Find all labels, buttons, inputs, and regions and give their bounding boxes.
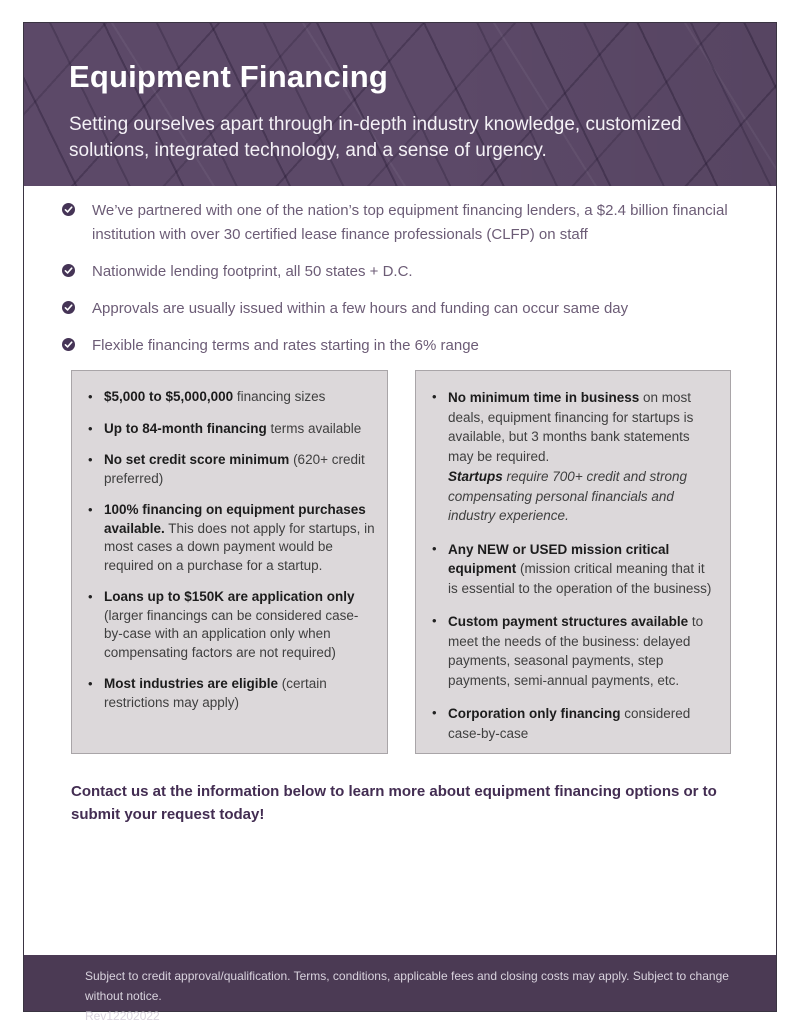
check-circle-icon <box>62 301 75 314</box>
flyer-frame <box>23 22 777 1023</box>
list-item <box>88 501 375 575</box>
list-item-text: Any NEW or USED mission critical equipment (mission critical meaning that it is essential to the operation of the business) <box>448 541 712 596</box>
list-item-text: Most industries are eligible (certain restrictions may apply) <box>104 676 327 710</box>
list-item <box>432 704 718 743</box>
list-item-text: Flexible financing terms and rates starting in the 6% range <box>92 337 479 354</box>
bullet-dot: • <box>88 589 93 604</box>
list-item-text: Nationwide lending footprint, all 50 states + D.C. <box>92 263 413 280</box>
bullet-dot: • <box>88 502 93 517</box>
list-item <box>62 260 748 284</box>
bullet-dot: • <box>432 389 437 404</box>
header-banner <box>24 23 776 186</box>
list-item-text: No set credit score minimum (620+ credit preferred) <box>104 452 365 486</box>
list-item <box>88 588 375 662</box>
page-subtitle: Setting ourselves apart through in-depth industry knowledge, customized solutions, integrated technology, and a sense of urgency. <box>69 114 682 161</box>
bullet-dot: • <box>432 705 437 720</box>
bullet-dot: • <box>432 613 437 628</box>
list-item-text: Approvals are usually issued within a few hours and funding can occur same day <box>92 300 629 317</box>
list-item <box>62 297 748 321</box>
check-circle-icon <box>62 203 75 216</box>
highlights-list <box>62 199 748 371</box>
financing-terms-box <box>71 370 388 754</box>
list-item-text: No minimum time in business on most deals, equipment financing for startups is available, but 3 months bank statements may be required. Startups require 700+ credit and strong compensating personal financials and industry experience. <box>448 388 718 526</box>
list-item-text: 100% financing on equipment purchases available. This does not apply for startups, in most cases a down payment would be required on a purchase for a startup. <box>104 502 375 573</box>
list-item <box>62 334 748 358</box>
revision-number: Rev12202022 <box>85 1009 160 1023</box>
list-item-text: Loans up to $150K are application only (larger financings can be considered case-by-case with an application only when compensating factors are not required) <box>104 589 359 660</box>
list-item-text: Custom payment structures available to meet the needs of the business: delayed payments, seasonal payments, step payments, semi-annual payments, etc. <box>448 614 704 688</box>
list-item <box>88 451 375 488</box>
list-item <box>432 612 718 690</box>
page-title: Equipment Financing <box>69 59 388 94</box>
eligibility-box <box>415 370 731 754</box>
bullet-dot: • <box>432 540 437 556</box>
list-item-text: Corporation only financing considered case-by-case <box>448 706 691 741</box>
bullet-dot: • <box>88 676 93 691</box>
bullet-dot: • <box>88 420 93 436</box>
check-circle-icon <box>62 338 75 351</box>
list-item <box>62 199 748 247</box>
footer-band <box>24 955 776 1023</box>
check-circle-icon <box>62 264 75 277</box>
list-item <box>88 388 375 407</box>
contact-cta: Contact us at the information below to learn more about equipment financing options or to submit your request today! <box>71 783 717 823</box>
list-item <box>432 540 718 599</box>
detail-boxes <box>71 370 755 754</box>
list-item-text: We’ve partnered with one of the nation’s top equipment financing lenders, a $2.4 billion financial institution with over 30 certified lease finance professionals (CLFP) on staff <box>92 202 728 243</box>
list-item-text: $5,000 to $5,000,000 financing sizes <box>104 389 326 404</box>
bullet-dot: • <box>88 452 93 467</box>
list-item <box>432 388 718 526</box>
list-item-text: Up to 84-month financing terms available <box>104 420 362 436</box>
disclaimer-text: Subject to credit approval/qualification. Terms, conditions, applicable fees and closing costs may apply. Subject to change without notice. <box>85 969 729 1003</box>
list-item <box>88 420 375 439</box>
startups-note: Startups require 700+ credit and strong compensating personal financials and industry experience. <box>448 469 688 523</box>
bullet-dot: • <box>88 389 93 404</box>
list-item <box>88 675 375 712</box>
